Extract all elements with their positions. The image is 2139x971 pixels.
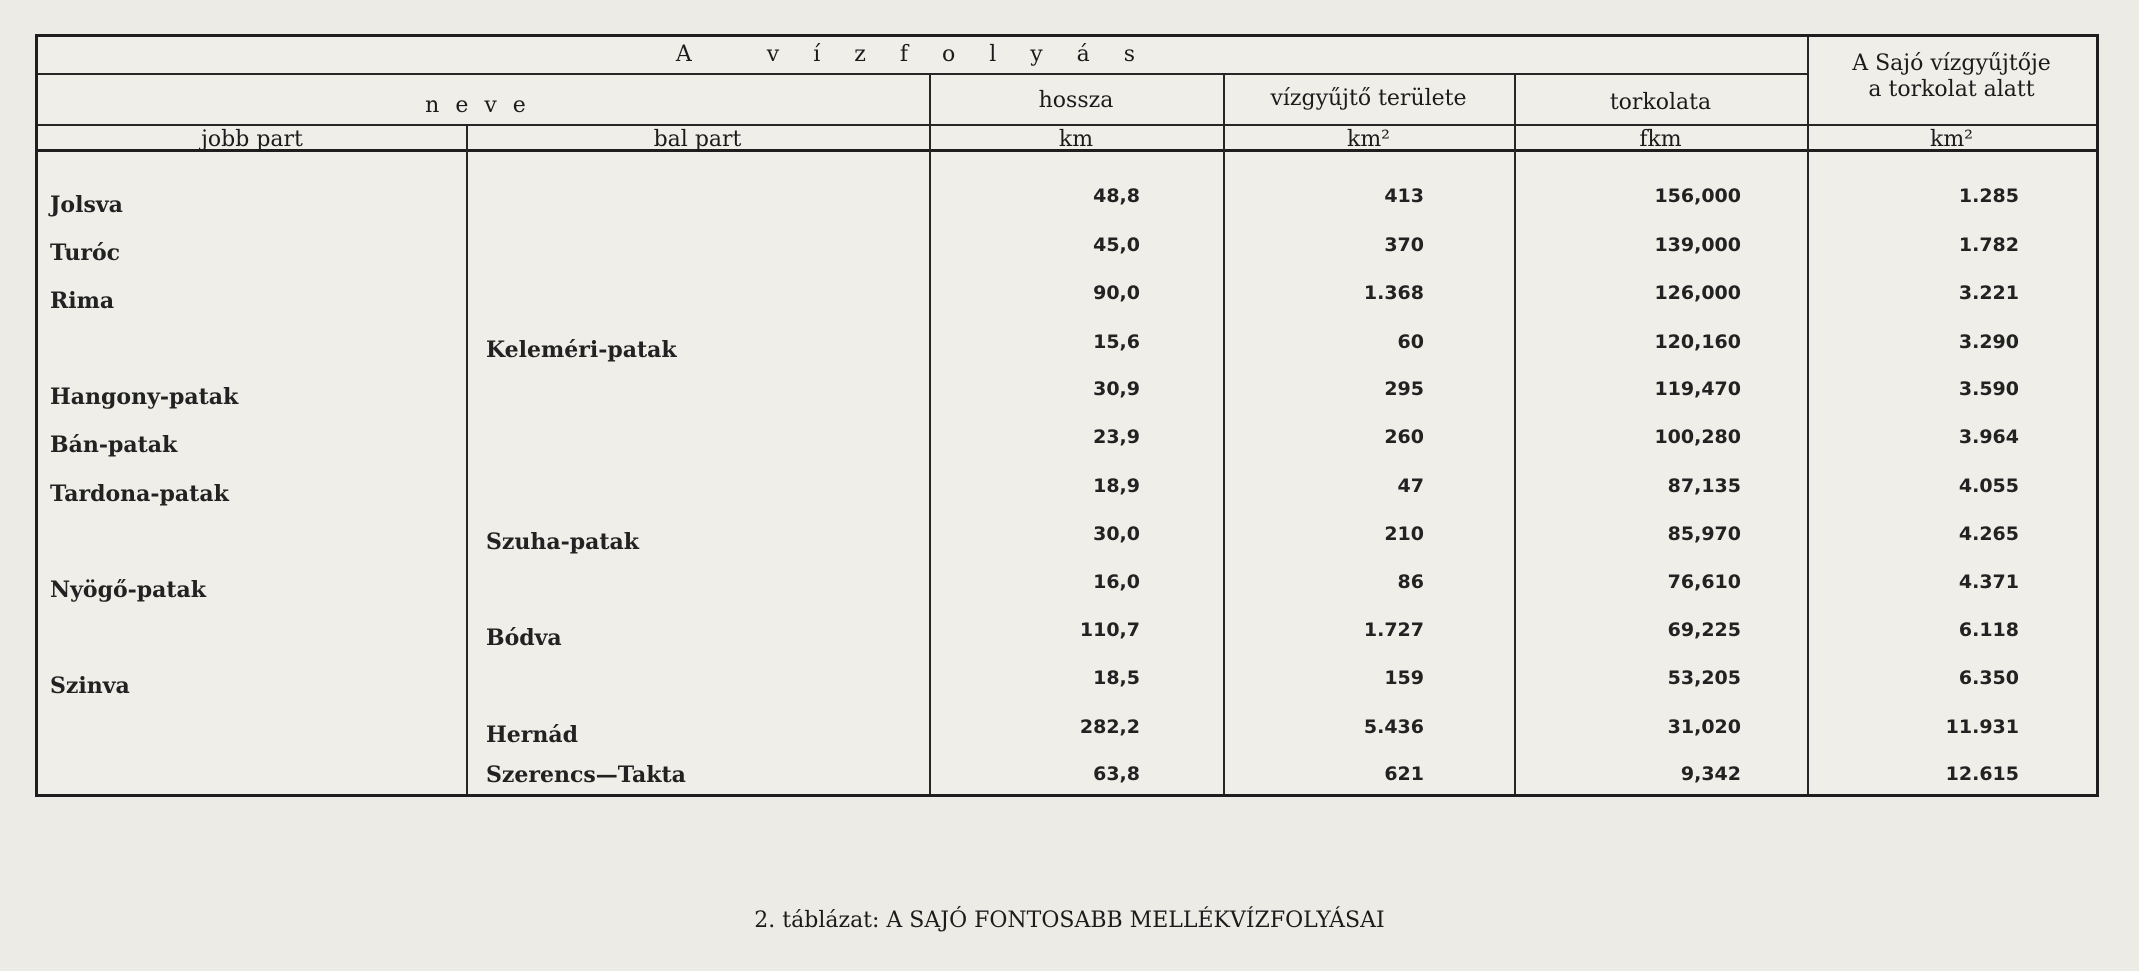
catchment-value: 47: [1397, 475, 1424, 497]
mouth-value: 139,000: [1654, 234, 1741, 256]
catchment-value: 295: [1384, 378, 1424, 400]
right-bank-header: jobb part: [201, 127, 303, 152]
sajo-catchment-value: 11.931: [1945, 716, 2019, 738]
mouth-header: torkolata: [1609, 90, 1712, 115]
sajo-catchment-value: 6.118: [1958, 619, 2019, 641]
sajo-catchment-unit: km²: [1929, 127, 1973, 152]
sajo-catchment-value: 3.221: [1958, 282, 2019, 304]
left-bank-name: Szerencs—Takta: [486, 762, 686, 788]
sajo-catchment-value: 6.350: [1958, 667, 2019, 689]
mouth-value: 126,000: [1654, 282, 1741, 304]
length-value: 18,5: [1093, 667, 1140, 689]
table-caption: 2. táblázat: A SAJÓ FONTOSABB MELLÉKVÍZFOLYÁSAI: [754, 908, 1385, 933]
length-value: 282,2: [1079, 716, 1140, 738]
catchment-value: 1.368: [1363, 282, 1424, 304]
rule-under-group-title: [38, 73, 1807, 75]
length-header: hossza: [1038, 88, 1114, 113]
sajo-catchment-value: 3.590: [1958, 378, 2019, 400]
sajo-catchment-value: 4.265: [1958, 523, 2019, 545]
sajo-catchment-value: 4.371: [1958, 571, 2019, 593]
right-bank-name: Tardona-patak: [50, 481, 229, 507]
length-value: 18,9: [1093, 475, 1140, 497]
length-value: 45,0: [1093, 234, 1140, 256]
catchment-value: 260: [1384, 426, 1424, 448]
length-unit: km: [1058, 127, 1094, 152]
mouth-value: 69,225: [1667, 619, 1741, 641]
right-bank-name: Rima: [50, 288, 115, 314]
length-value: 48,8: [1093, 185, 1140, 207]
rule-under-subheaders: [38, 124, 2096, 126]
group-title: A vízfolyás: [675, 42, 1170, 67]
length-value: 23,9: [1093, 426, 1140, 448]
mouth-value: 31,020: [1667, 716, 1741, 738]
left-bank-name: Hernád: [486, 722, 579, 748]
right-bank-name: Hangony-patak: [50, 384, 239, 410]
sajo-catchment-value: 4.055: [1958, 475, 2019, 497]
tributaries-table: [35, 34, 2099, 797]
divider-right-left-bank: [466, 124, 468, 794]
mouth-value: 156,000: [1654, 185, 1741, 207]
catchment-header: vízgyűjtő területe: [1270, 86, 1467, 111]
sajo-catchment-header-line2: a torkolat alatt: [1868, 77, 2035, 102]
sajo-catchment-value: 1.782: [1958, 234, 2019, 256]
length-value: 30,0: [1093, 523, 1140, 545]
catchment-unit: km²: [1346, 127, 1390, 152]
mouth-value: 76,610: [1667, 571, 1741, 593]
sajo-catchment-value: 3.290: [1958, 331, 2019, 353]
mouth-value: 85,970: [1667, 523, 1741, 545]
length-value: 110,7: [1079, 619, 1140, 641]
length-value: 15,6: [1093, 331, 1140, 353]
catchment-value: 1.727: [1363, 619, 1424, 641]
mouth-value: 120,160: [1654, 331, 1741, 353]
catchment-value: 413: [1384, 185, 1424, 207]
catchment-value: 159: [1384, 667, 1424, 689]
length-value: 16,0: [1093, 571, 1140, 593]
right-bank-name: Turóc: [50, 240, 121, 266]
sajo-catchment-value: 12.615: [1945, 763, 2019, 785]
left-bank-name: Szuha-patak: [486, 529, 640, 555]
sajo-catchment-header-line1: A Sajó vízgyűjtője: [1852, 51, 2051, 76]
left-bank-name: Keleméri-patak: [486, 337, 677, 363]
mouth-value: 53,205: [1667, 667, 1741, 689]
sajo-catchment-value: 1.285: [1958, 185, 2019, 207]
right-bank-name: Jolsva: [50, 192, 123, 218]
right-bank-name: Bán-patak: [50, 432, 178, 458]
catchment-value: 86: [1397, 571, 1424, 593]
length-value: 30,9: [1093, 378, 1140, 400]
mouth-value: 9,342: [1680, 763, 1741, 785]
mouth-value: 100,280: [1654, 426, 1741, 448]
catchment-value: 621: [1384, 763, 1424, 785]
left-bank-name: Bódva: [486, 625, 562, 651]
mouth-unit: fkm: [1639, 127, 1682, 152]
right-bank-name: Szinva: [50, 673, 130, 699]
catchment-value: 5.436: [1363, 716, 1424, 738]
left-bank-header: bal part: [653, 127, 742, 152]
mouth-value: 87,135: [1667, 475, 1741, 497]
sajo-catchment-value: 3.964: [1958, 426, 2019, 448]
length-value: 90,0: [1093, 282, 1140, 304]
mouth-value: 119,470: [1654, 378, 1741, 400]
catchment-value: 370: [1384, 234, 1424, 256]
name-title: neve: [425, 93, 542, 118]
catchment-value: 60: [1397, 331, 1424, 353]
length-value: 63,8: [1093, 763, 1140, 785]
catchment-value: 210: [1384, 523, 1424, 545]
right-bank-name: Nyögő-patak: [50, 577, 207, 603]
